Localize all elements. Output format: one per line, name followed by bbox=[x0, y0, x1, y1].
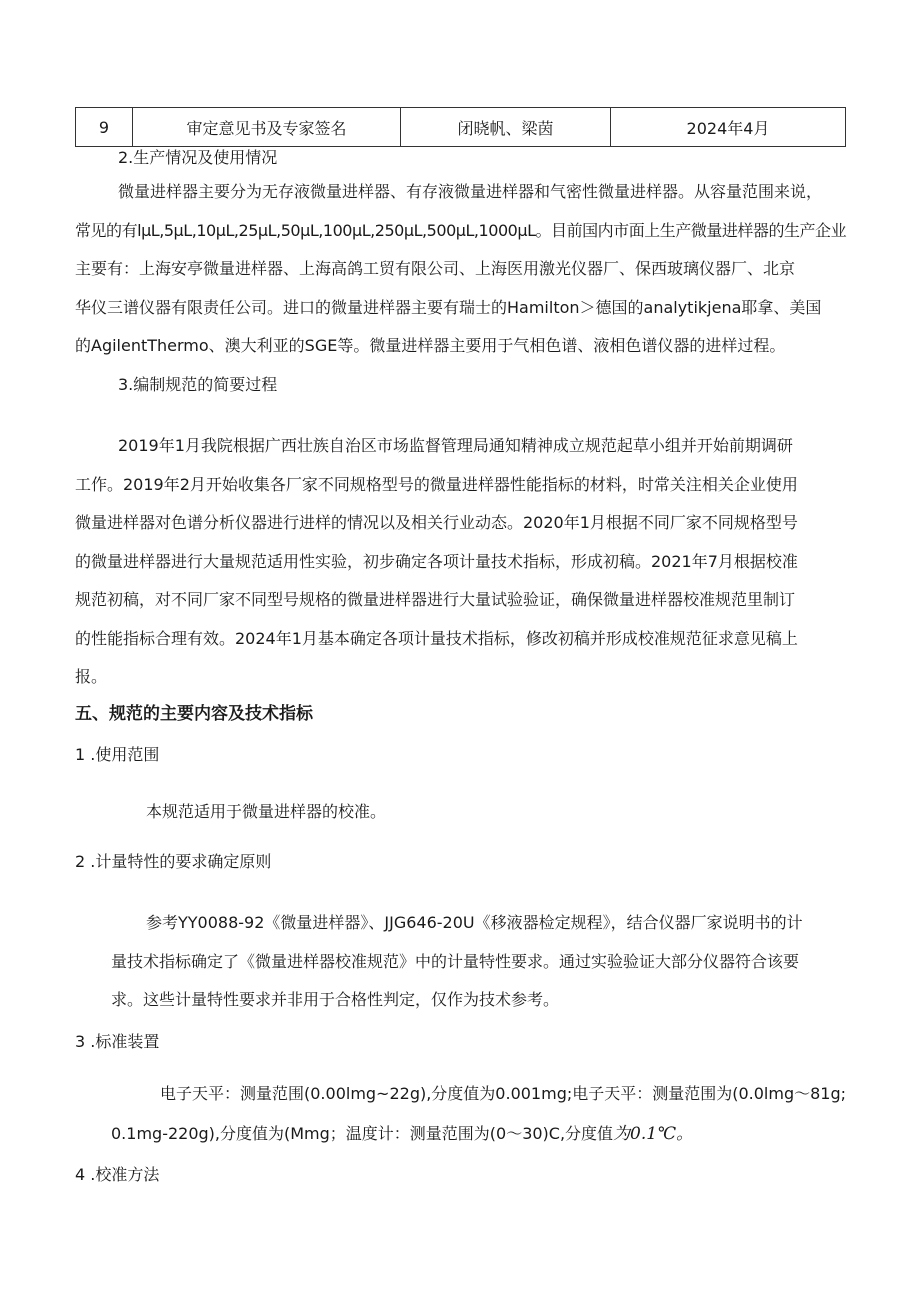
record-table bbox=[75, 107, 846, 147]
item1-text: 本规范适用于微量进样器的校准。 bbox=[146, 802, 387, 821]
section2-heading: 2.生产情况及使用情况 bbox=[118, 148, 278, 167]
item3-line2-main: 0.1mg-220g),分度值为(Mmg；温度计：测量范围为(0～30)C,分度值 bbox=[111, 1124, 614, 1143]
paragraph-line: 的微量进样器进行大量规范适用性实验，初步确定各项计量技术指标，形成初稿。2021年7月根据校准 bbox=[75, 551, 798, 571]
paragraph-line: 微量进样器对色谱分析仪器进行进样的情况以及相关行业动态。2020年1月根据不同厂家不同规格型号 bbox=[75, 513, 798, 532]
section3-paragraph bbox=[75, 427, 847, 697]
paragraph-line: 的性能指标合理有效。2024年1月基本确定各项计量技术指标，修改初稿并形成校准规范征求意见稿上 bbox=[75, 628, 798, 648]
row-date: 2024年4月 bbox=[611, 108, 846, 147]
item4-heading: 4 .校准方法 bbox=[75, 1165, 160, 1184]
paragraph-line: 的AgilentThermo、澳大利亚的SGE等。微量进样器主要用于气相色谱、液相色谱仪器的进样过程。 bbox=[75, 336, 786, 355]
paragraph-line: 常见的有lμL,5μL,10μL,25μL,50μL,100μL,250μL,500μL,1000μL。目前国内市面上生产微量进样器的生产企业 bbox=[75, 220, 847, 240]
section3-heading: 3.编制规范的简要过程 bbox=[118, 375, 278, 394]
paragraph-line: 参考YY0088-92《微量进样器》、JJG646-20U《移液器检定规程》，结合仪器厂家说明书的计 bbox=[146, 913, 803, 932]
row-item: 审定意见书及专家签名 bbox=[133, 108, 401, 147]
row-index: 9 bbox=[76, 108, 133, 147]
item3-line2 bbox=[111, 1122, 693, 1146]
item3-heading: 3 .标准装置 bbox=[75, 1032, 160, 1051]
row-person: 闭晓帆、梁茵 bbox=[401, 108, 611, 147]
section2-paragraph bbox=[75, 173, 847, 366]
paragraph-line: 微量进样器主要分为无存液微量进样器、有存液微量进样器和气密性微量进样器。从容量范围来说， bbox=[118, 182, 823, 201]
item1-heading: 1 .使用范围 bbox=[75, 745, 160, 764]
paragraph-line: 华仪三谱仪器有限责任公司。进口的微量进样器主要有瑞士的Hamilton＞德国的analytikjena耶拿、美国 bbox=[75, 297, 822, 317]
paragraph-line: 主要有：上海安亭微量进样器、上海高鸽工贸有限公司、上海医用激光仪器厂、保西玻璃仪器厂、北京 bbox=[75, 259, 796, 278]
item2-heading: 2 .计量特性的要求确定原则 bbox=[75, 852, 272, 871]
paragraph-line: 求。这些计量特性要求并非用于合格性判定，仅作为技术参考。 bbox=[111, 990, 560, 1009]
paragraph-line: 2019年1月我院根据广西壮族自治区市场监督管理局通知精神成立规范起草小组并开始前期调研 bbox=[118, 436, 793, 455]
item3-line2-tail: 为0.1℃。 bbox=[613, 1124, 694, 1144]
paragraph-line: 规范初稿，对不同厂家不同型号规格的微量进样器进行大量试验验证，确保微量进样器校准规范里制订 bbox=[75, 590, 796, 609]
item3-line1: 电子天平：测量范围(0.00lmg~22g),分度值为0.001mg;电子天平：测量范围为(0.0lmg～81g; bbox=[160, 1084, 847, 1103]
item2-paragraph bbox=[111, 904, 847, 1020]
chapter5-heading: 五、规范的主要内容及技术指标 bbox=[75, 704, 313, 724]
paragraph-line: 报。 bbox=[75, 667, 108, 686]
paragraph-line: 量技术指标确定了《微量进样器校准规范》中的计量特性要求。通过实验验证大部分仪器符合该要 bbox=[111, 951, 800, 971]
paragraph-line: 工作。2019年2月开始收集各厂家不同规格型号的微量进样器性能指标的材料，时常关注相关企业使用 bbox=[75, 474, 798, 494]
table-row bbox=[76, 108, 846, 147]
